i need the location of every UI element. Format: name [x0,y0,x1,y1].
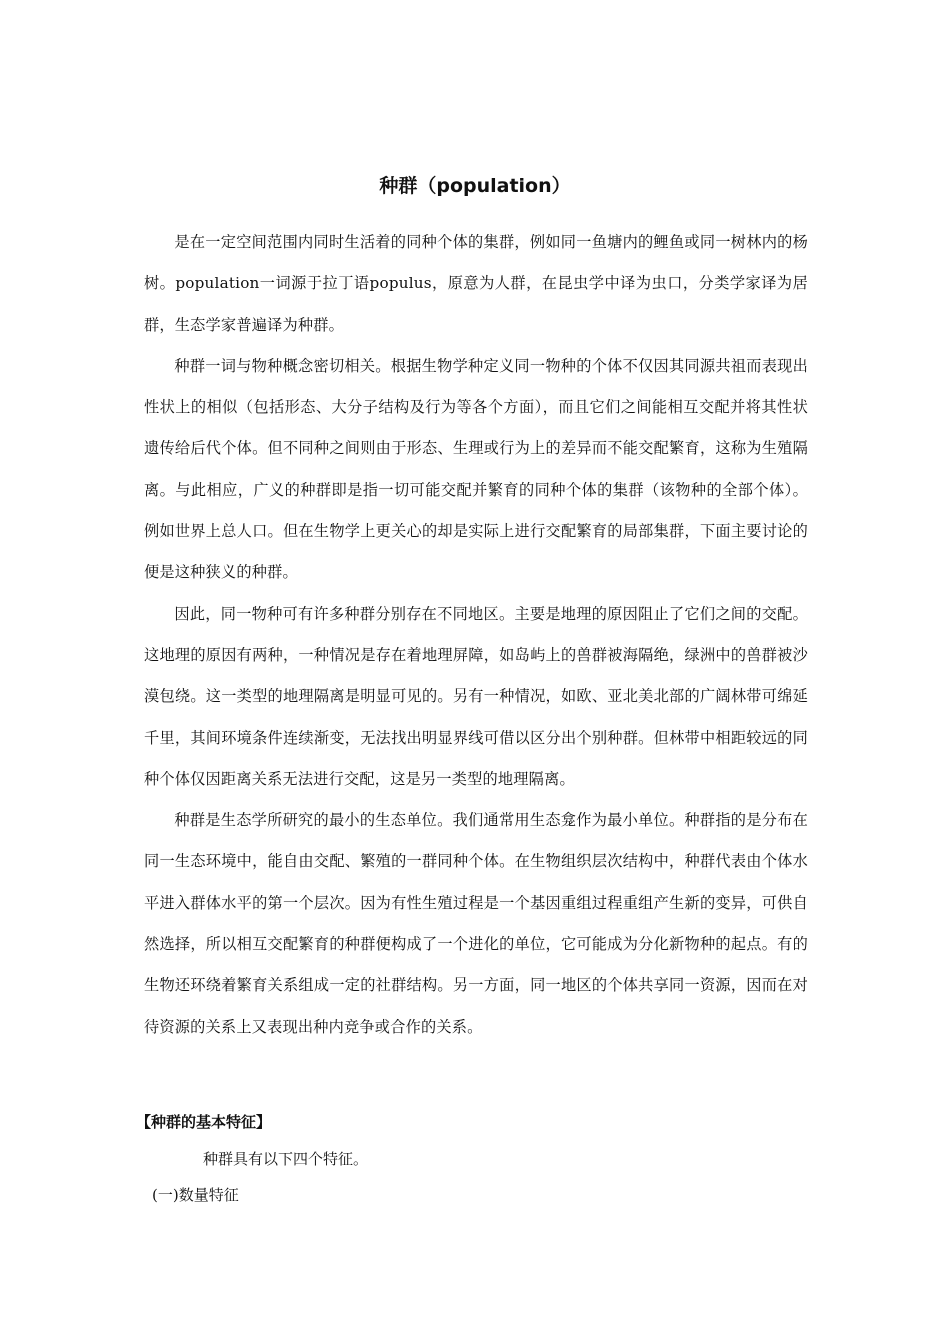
subsection-heading-quantity: (一)数量特征 [152,1186,239,1204]
section-heading-basic-features: 【种群的基本特征】 [136,1113,272,1131]
document-title: 种群（population） [379,175,571,197]
paragraph-ecological-unit: 种群是生态学所研究的最小的生态单位。我们通常用生态龛作为最小单位。种群指的是分布在同一生态环境中，能自由交配、繁殖的一群同种个体。在生物组织层次结构中，种群代表由个体水平进入群体水平的第一个层次。因为有性生殖过程是一个基因重组过程重组产生新的变异，可供自然选择，所以相互交配繁育的种群便构成了一个进化的单位，它可能成为分化新物种的起点。有的生物还环绕着繁育关系组成一定的社群结构。另一方面，同一地区的个体共享同一资源，因而在对待资源的关系上又表现出种内竞争或合作的关系。 [144,811,808,1036]
paragraph-definition: 是在一定空间范围内同时生活着的同种个体的集群，例如同一鱼塘内的鲤鱼或同一树林内的杨树。population一词源于拉丁语populus，原意为人群，在昆虫学中译为虫口，分类学家译为居群，生态学家普遍译为种群。 [144,233,808,334]
paragraph-species-concept: 种群一词与物种概念密切相关。根据生物学种定义同一物种的个体不仅因其同源共祖而表现出性状上的相似（包括形态、大分子结构及行为等各个方面），而且它们之间能相互交配并将其性状遗传给后代个体。但不同种之间则由于形态、生理或行为上的差异而不能交配繁育，这称为生殖隔离。与此相应，广义的种群即是指一切可能交配并繁育的同种个体的集群（该物种的全部个体）。例如世界上总人口。但在生物学上更关心的却是实际上进行交配繁育的局部集群，下面主要讨论的便是这种狭义的种群。 [144,356,808,582]
section-intro-text: 种群具有以下四个特征。 [203,1150,369,1168]
document-body [144,222,808,1048]
paragraph-geographic-isolation: 因此，同一物种可有许多种群分别存在不同地区。主要是地理的原因阻止了它们之间的交配。这地理的原因有两种，一种情况是存在着地理屏障，如岛屿上的兽群被海隔绝，绿洲中的兽群被沙漠包绕。这一类型的地理隔离是明显可见的。另有一种情况，如欧、亚北美北部的广阔林带可绵延千里，其间环境条件连续渐变，无法找出明显界线可借以区分出个别种群。但林带中相距较远的同种个体仅因距离关系无法进行交配，这是另一类型的地理隔离。 [144,604,808,788]
